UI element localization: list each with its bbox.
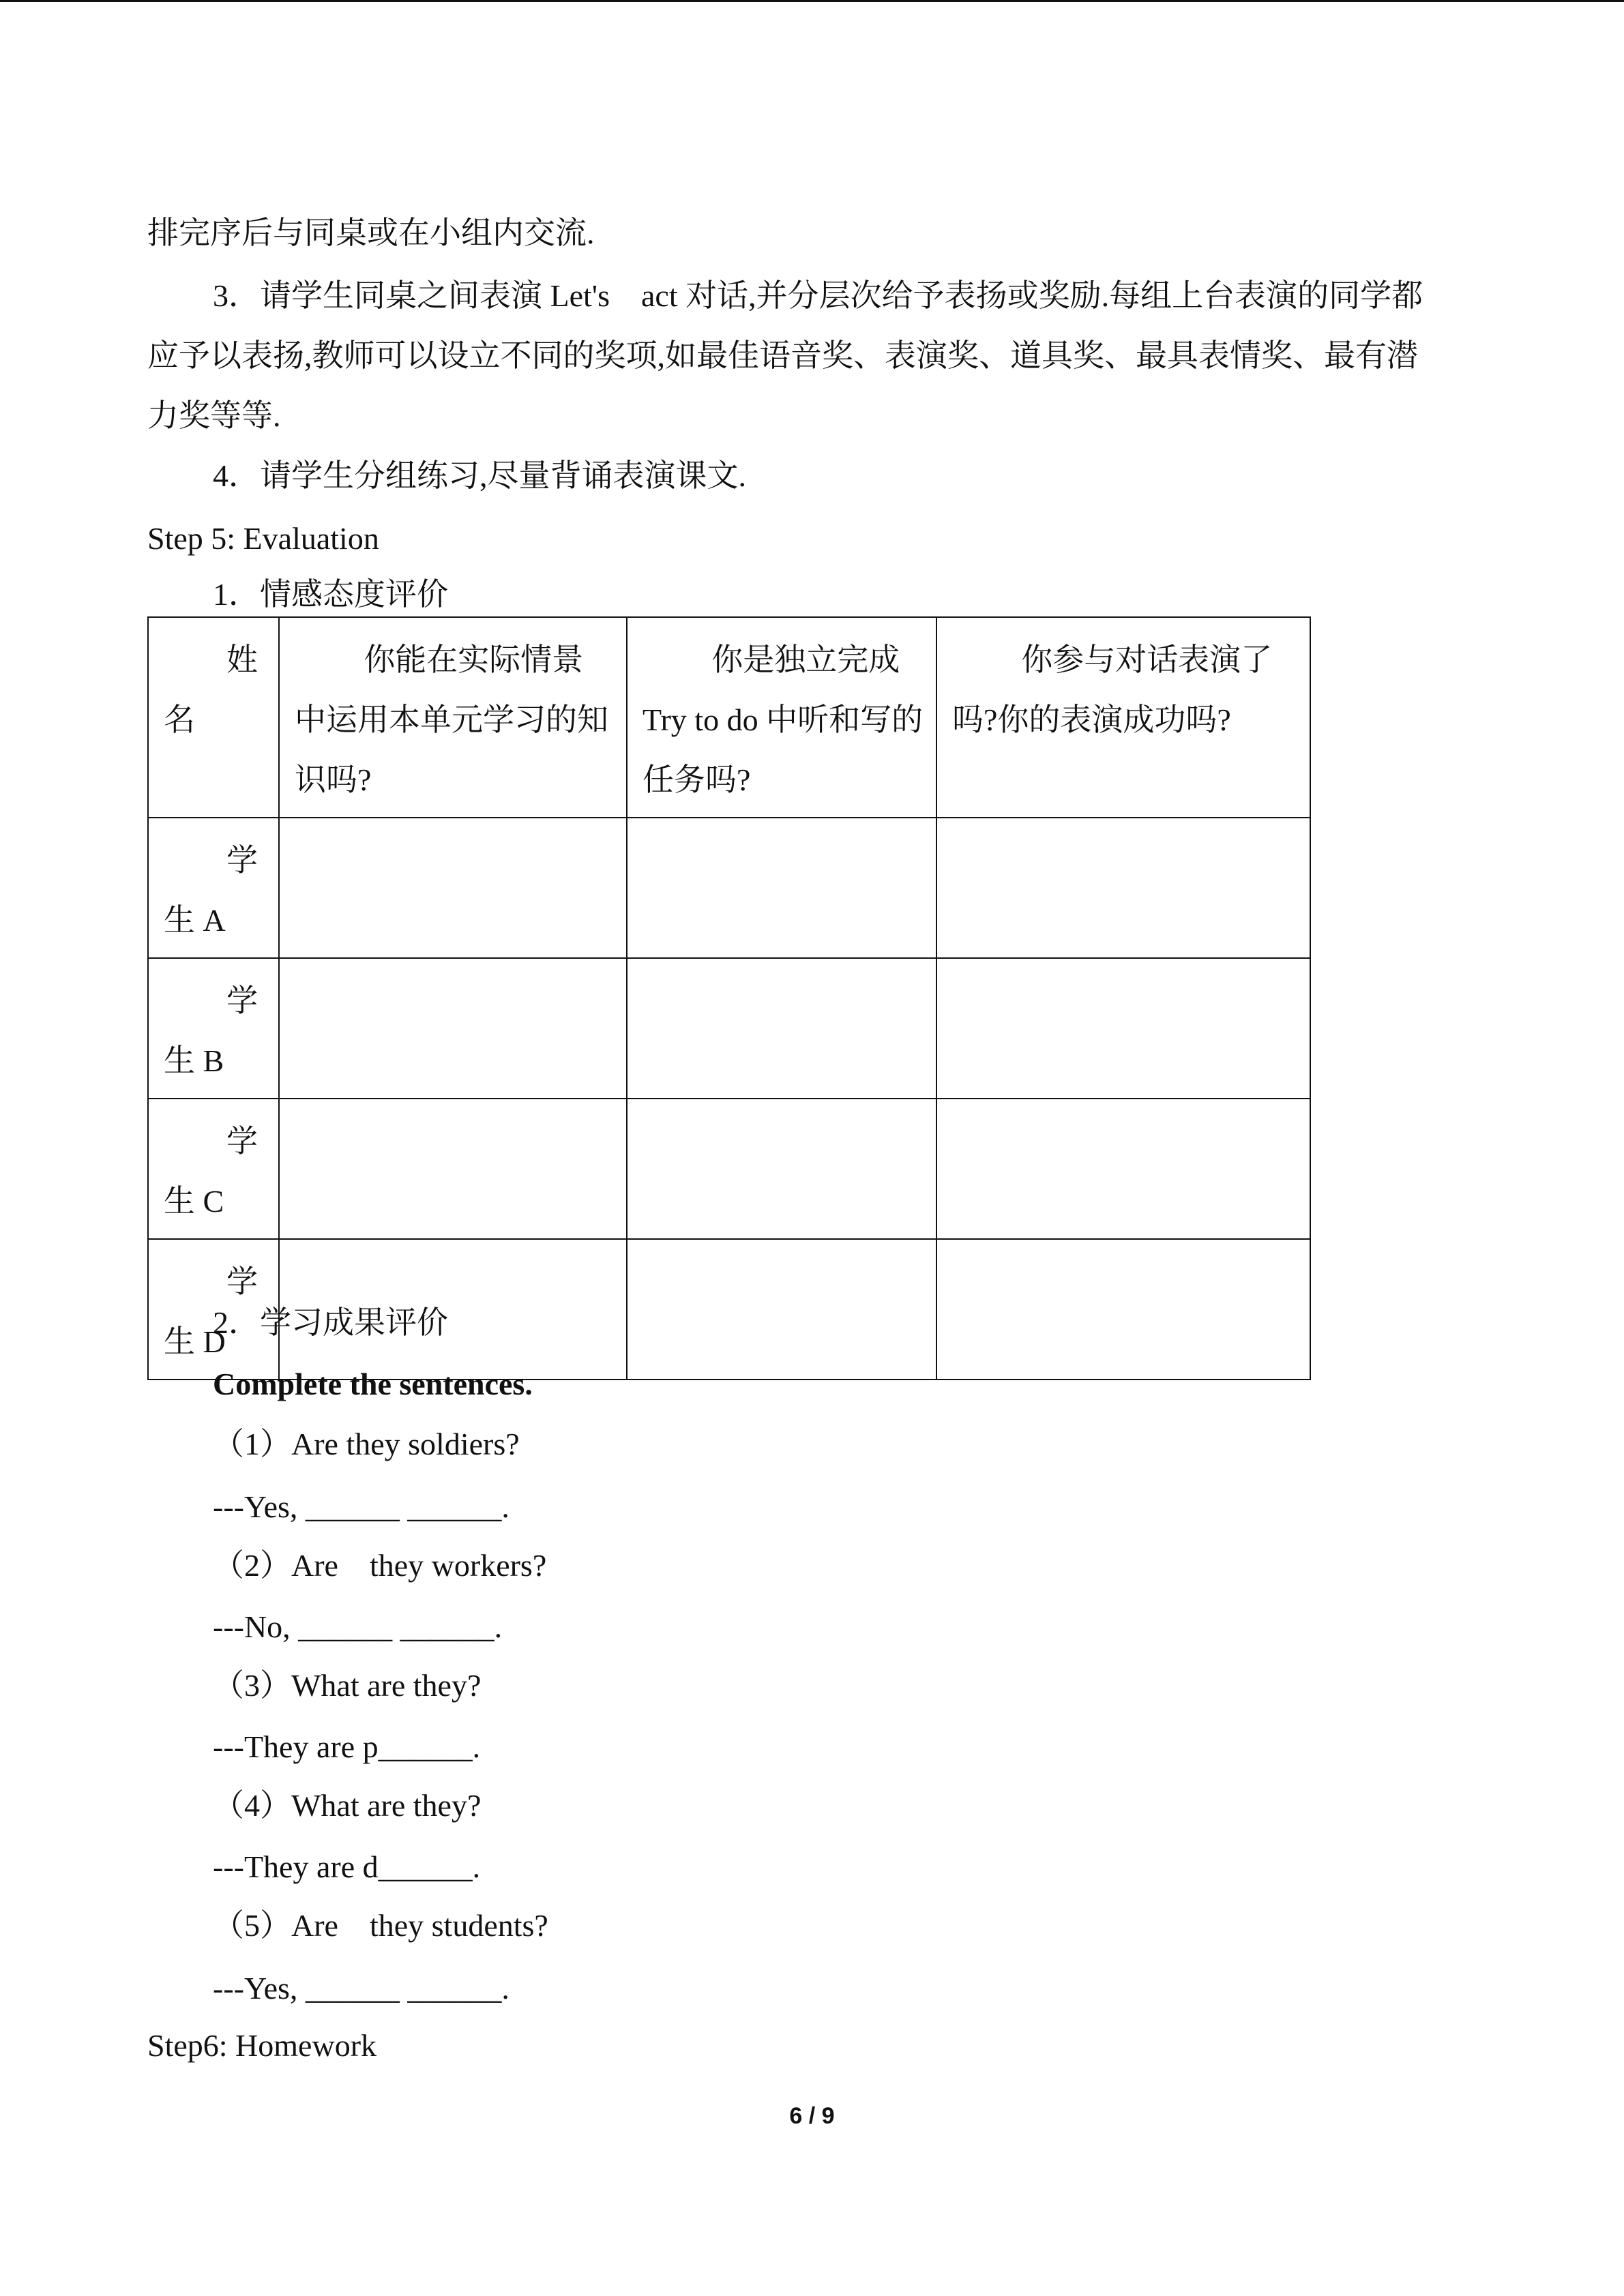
student-name: 学生 A: [148, 818, 279, 958]
table-cell: [936, 1099, 1310, 1239]
question-4: （4）What are they?: [213, 1788, 482, 1823]
student-name: 学生 B: [148, 958, 279, 1099]
table-cell: [936, 818, 1310, 958]
question-2: （2）Are they workers?: [213, 1548, 547, 1583]
table-cell: [936, 1239, 1310, 1380]
table-cell: [627, 1099, 936, 1239]
step6-heading: Step6: Homework: [147, 2028, 377, 2063]
question-1: （1）Are they soldiers?: [213, 1427, 520, 1461]
student-name: 学生 D: [148, 1239, 279, 1380]
table-header-row: [148, 617, 1310, 818]
table-row: [148, 1099, 1310, 1239]
table-cell: [627, 1239, 936, 1380]
table-cell: [627, 818, 936, 958]
header-apply-knowledge: 你能在实际情景中运用本单元学习的知识吗?: [279, 617, 627, 818]
step4-item-3: 3．请学生同桌之间表演 Let's act 对话,并分层次给予表扬或奖励.每组上台表演的同学都: [213, 278, 1423, 313]
page-number: 6 / 9: [789, 2103, 835, 2129]
header-dialogue-performance: 你参与对话表演了吗?你的表演成功吗?: [936, 617, 1310, 818]
top-border-line: [0, 0, 1624, 2]
evaluation-sub-1: 1．情感态度评价: [213, 577, 448, 612]
answer-1: ---Yes, ______ ______.: [213, 1489, 510, 1524]
table-cell: [936, 958, 1310, 1099]
question-3: （3）What are they?: [213, 1668, 482, 1703]
answer-2: ---No, ______ ______.: [213, 1609, 503, 1644]
header-name: 姓名: [148, 617, 279, 818]
table-cell: [279, 818, 627, 958]
step4-item-4: 4．请学生分组练习,尽量背诵表演课文.: [213, 458, 746, 493]
student-name: 学生 C: [148, 1099, 279, 1239]
step4-item-3-line3: 力奖等等.: [147, 398, 281, 433]
step5-heading: Step 5: Evaluation: [147, 521, 379, 556]
question-5: （5）Are they students?: [213, 1908, 548, 1943]
evaluation-sub-2: 2．学习成果评价: [213, 1305, 448, 1340]
evaluation-table: [147, 616, 1311, 1380]
table-cell: [627, 958, 936, 1099]
table-row: [148, 958, 1310, 1099]
answer-4: ---They are d______.: [213, 1849, 481, 1884]
table-cell: [279, 1099, 627, 1239]
paragraph-continuation: 排完序后与同桌或在小组内交流.: [147, 215, 595, 250]
exercise-title: Complete the sentences.: [213, 1367, 533, 1401]
step4-item-3-line2: 应予以表扬,教师可以设立不同的奖项,如最佳语音奖、表演奖、道具奖、最具表情奖、最有潜: [147, 338, 1418, 373]
table-row: [148, 818, 1310, 958]
header-try-to-do: 你是独立完成 Try to do 中听和写的任务吗?: [627, 617, 936, 818]
answer-3: ---They are p______.: [213, 1729, 481, 1764]
table-cell: [279, 958, 627, 1099]
answer-5: ---Yes, ______ ______.: [213, 1971, 510, 2006]
